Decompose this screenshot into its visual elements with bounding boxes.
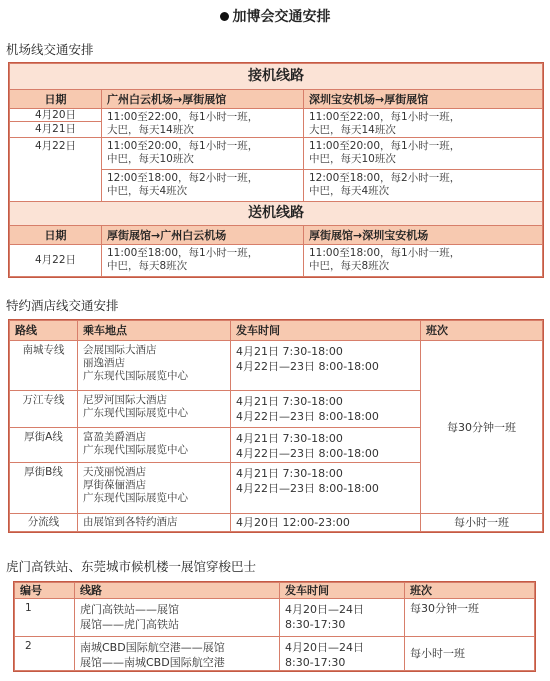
cell-line: 11:00至20:00，每1小时一班，: [309, 140, 461, 152]
place-line: 厚街葆俪酒店: [83, 479, 146, 491]
bullet-icon: [220, 12, 229, 21]
dropoff-header-sz: 厚街展馆→深圳宝安机场: [304, 226, 543, 245]
cell-line: 12:00至18:00，每2小时一班，: [309, 172, 461, 184]
pickup-header-date: 日期: [10, 90, 102, 109]
hotel-section-title: 特约酒店线交通安排: [6, 298, 119, 313]
hotel-header-route: 路线: [10, 321, 78, 341]
route-houjie-b: 厚街B线: [10, 463, 78, 514]
dropoff-banner: 送机线路: [10, 202, 543, 226]
shuttle-table: [14, 582, 535, 671]
time-line: 4月22日—23日 8:00-18:00: [236, 482, 379, 495]
time-split: 4月20日 12:00-23:00: [231, 514, 421, 532]
pickup-gz-cell-2: [102, 138, 304, 170]
cell-line: 中巴，每天8班次: [309, 260, 390, 272]
time-line: 4月22日—23日 8:00-18:00: [236, 360, 379, 373]
shuttle-header-freq: 班次: [405, 583, 535, 599]
shuttle-lines-2: [75, 637, 280, 671]
route-houjie-a: 厚街A线: [10, 428, 78, 463]
hotel-header-place: 乘车地点: [78, 321, 231, 341]
place-line: 广东现代国际展览中心: [83, 370, 188, 382]
pickup-date-0422: 4月22日: [10, 138, 102, 202]
time-line: 4月21日 7:30-18:00: [236, 395, 343, 408]
place-split: 由展馆到各特约酒店: [78, 514, 231, 532]
cell-line: 中巴，每天8班次: [107, 260, 188, 272]
shuttle-no-1: 1: [15, 599, 75, 637]
dropoff-date: 4月22日: [10, 245, 102, 277]
route-wanjiang: 万江专线: [10, 391, 78, 428]
times-wanjiang: [231, 391, 421, 428]
time-line: 4月20日—24日: [285, 641, 364, 654]
cell-line: 中巴，每天4班次: [107, 185, 188, 197]
cell-line: 11:00至18:00，每1小时一班，: [107, 247, 259, 259]
shuttle-times-1: [280, 599, 405, 637]
cell-line: 中巴，每天10班次: [309, 153, 396, 165]
shared-frequency: 每30分钟一班: [421, 341, 543, 514]
pickup-header-gz: 广州白云机场→厚街展馆: [102, 90, 304, 109]
cell-line: 中巴，每天10班次: [107, 153, 194, 165]
place-line: 富盈美爵酒店: [83, 431, 146, 443]
page-title: [0, 6, 550, 26]
time-line: 4月22日—23日 8:00-18:00: [236, 410, 379, 423]
airport-section-title: 机场线交通安排: [6, 42, 94, 57]
page-title-text: 加博会交通安排: [232, 9, 331, 25]
cell-line: 11:00至18:00，每1小时一班，: [309, 247, 461, 259]
pickup-date-0420: 4月20日: [10, 109, 102, 122]
times-houjie-b: [231, 463, 421, 514]
line-text: 展馆——虎门高铁站: [80, 618, 179, 631]
cell-line: 中巴，每天4班次: [309, 185, 390, 197]
shuttle-times-2: [280, 637, 405, 671]
hotel-header-freq: 班次: [421, 321, 543, 341]
cell-line: 11:00至22:00，每1小时一班，: [309, 111, 461, 123]
place-line: 尼罗河国际大酒店: [83, 394, 167, 406]
pickup-header-sz: 深圳宝安机场→厚街展馆: [304, 90, 543, 109]
pickup-banner: 接机线路: [10, 64, 543, 90]
pickup-sz-cell-2: [304, 138, 543, 170]
places-houjie-b: [78, 463, 231, 514]
time-line: 4月21日 7:30-18:00: [236, 467, 343, 480]
place-line: 广东现代国际展览中心: [83, 444, 188, 456]
place-line: 广东现代国际展览中心: [83, 492, 188, 504]
shuttle-header-line: 线路: [75, 583, 280, 599]
place-line: 天茂丽悦酒店: [83, 466, 146, 478]
hotel-table: [9, 320, 543, 532]
dropoff-gz-cell: [102, 245, 304, 277]
pickup-sz-cell-1: [304, 109, 543, 138]
route-split: 分流线: [10, 514, 78, 532]
line-text: 虎门高铁站——展馆: [80, 603, 179, 616]
cell-line: 大巴，每天14班次: [309, 124, 396, 136]
times-nancheng: [231, 341, 421, 391]
time-line: 4月22日—23日 8:00-18:00: [236, 447, 379, 460]
dropoff-header-date: 日期: [10, 226, 102, 245]
time-line: 4月21日 7:30-18:00: [236, 345, 343, 358]
pickup-gz-cell-3: [102, 170, 304, 202]
cell-line: 12:00至18:00，每2小时一班，: [107, 172, 259, 184]
time-line: 8:30-17:30: [285, 656, 346, 669]
cell-line: 11:00至20:00，每1小时一班，: [107, 140, 259, 152]
pickup-gz-cell-1: [102, 109, 304, 138]
shuttle-no-2: 2: [15, 637, 75, 671]
place-line: 会展国际大酒店: [83, 344, 157, 356]
time-line: 4月21日 7:30-18:00: [236, 432, 343, 445]
places-nancheng: [78, 341, 231, 391]
freq-split: 每小时一班: [421, 514, 543, 532]
pickup-date-0421: 4月21日: [10, 122, 102, 138]
line-text: 展馆——南城CBD国际航空港: [80, 656, 225, 669]
line-text: 南城CBD国际航空港——展馆: [80, 641, 225, 654]
route-nancheng: 南城专线: [10, 341, 78, 391]
shuttle-freq-2: 每小时一班: [405, 637, 535, 671]
cell-line: 大巴，每天14班次: [107, 124, 194, 136]
places-houjie-a: [78, 428, 231, 463]
place-line: 丽逸酒店: [83, 357, 125, 369]
cell-line: 11:00至22:00，每1小时一班，: [107, 111, 259, 123]
shuttle-section-title: 虎门高铁站、东莞城市候机楼一展馆穿梭巴士: [6, 559, 257, 574]
shuttle-header-no: 编号: [15, 583, 75, 599]
place-line: 广东现代国际展览中心: [83, 407, 188, 419]
hotel-header-time: 发车时间: [231, 321, 421, 341]
shuttle-lines-1: [75, 599, 280, 637]
airport-table: [9, 63, 543, 277]
dropoff-header-gz: 厚街展馆→广州白云机场: [102, 226, 304, 245]
dropoff-sz-cell: [304, 245, 543, 277]
pickup-sz-cell-3: [304, 170, 543, 202]
time-line: 8:30-17:30: [285, 618, 346, 631]
times-houjie-a: [231, 428, 421, 463]
shuttle-header-time: 发车时间: [280, 583, 405, 599]
places-wanjiang: [78, 391, 231, 428]
shuttle-freq-1: 每30分钟一班: [405, 599, 535, 637]
time-line: 4月20日—24日: [285, 603, 364, 616]
